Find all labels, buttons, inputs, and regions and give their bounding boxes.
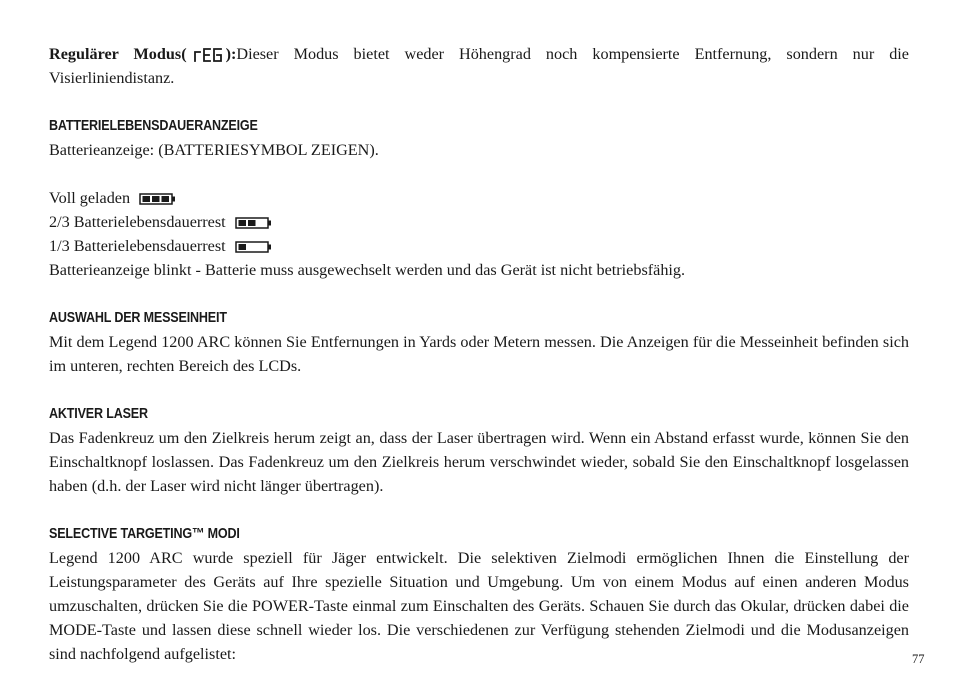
unit-selection-heading: AUSWAHL DER MESSEINHEIT (49, 310, 227, 326)
regular-mode-label: Regulärer Modus (49, 45, 182, 63)
open-paren: ( (181, 45, 187, 63)
battery-level-two-thirds (49, 210, 909, 234)
regular-mode-text: Dieser Modus bietet weder Höhengrad noch kompensierte Entfernung, sondern nur die Visierliniendistanz. (49, 45, 909, 87)
active-laser-heading: AKTIVER LASER (49, 406, 148, 422)
battery-two-thirds-icon (235, 217, 272, 229)
selective-targeting-text: Legend 1200 ARC wurde speziell für Jäger entwickelt. Die selektiven Zielmodi ermöglichen Ihnen die Einstellung der Leistungsparameter des Geräts auf Ihre spezielle Situation und Umgebung. Um von einem Modus auf einen anderen Modus umzuschalten, drücken Sie die POWER-Taste einmal zum Einschalten des Geräts. Schauen Sie durch das Okular, drücken dabei die MODE-Taste und lassen diese schnell wieder los. Die verschiedenen zur Verfügung stehenden Zielmodi und die Modusanzeigen sind nachfolgend aufgelistet: (49, 549, 909, 663)
battery-level-one-third (49, 234, 909, 258)
battery-heading: BATTERIELEBENSDAUERANZEIGE (49, 118, 258, 134)
active-laser-text: Das Fadenkreuz um den Zielkreis herum zeigt an, dass der Laser übertragen wird. Wenn ein Abstand erfasst wurde, können Sie den Einschaltknopf loslassen. Das Fadenkreuz um den Zielkreis herum verschwindet wieder, sobald Sie den Einschaltknopf losgelassen haben (d.h. der Laser wird nicht länger übertragen). (49, 429, 909, 495)
selective-targeting-heading: SELECTIVE TARGETING™ MODI (49, 526, 240, 542)
battery-level-label: Voll geladen (49, 189, 131, 207)
regular-mode-paragraph (49, 42, 909, 90)
reg-mode-segment-icon (193, 46, 223, 62)
close-paren: ): (225, 45, 237, 63)
battery-level-label: 2/3 Batterielebensdauerrest (49, 213, 226, 231)
battery-intro: Batterieanzeige: (BATTERIESYMBOL ZEIGEN). (49, 141, 379, 159)
page-number: 77 (912, 652, 925, 666)
unit-selection-text: Mit dem Legend 1200 ARC können Sie Entfernungen in Yards oder Metern messen. Die Anzeigen für die Messeinheit befinden sich im unteren, rechten Bereich des LCDs. (49, 333, 909, 375)
battery-level-label: 1/3 Batterielebensdauerrest (49, 237, 226, 255)
battery-level-full (49, 186, 909, 210)
battery-blink-text: Batterieanzeige blinkt - Batterie muss ausgewechselt werden und das Gerät ist nicht betriebsfähig. (49, 261, 686, 279)
manual-page (49, 42, 909, 666)
battery-one-third-icon (235, 241, 272, 253)
battery-full-icon (139, 193, 176, 205)
